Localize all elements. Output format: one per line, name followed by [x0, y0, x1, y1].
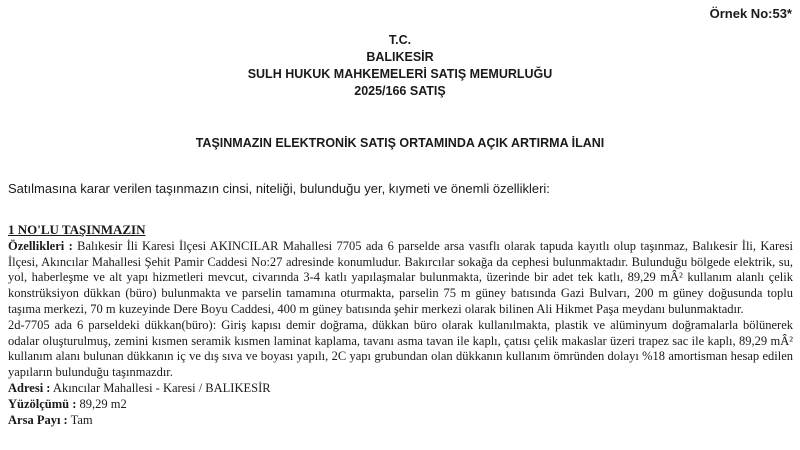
shop-detail-paragraph: 2d-7705 ada 6 parseldeki dükkan(büro): Giriş kapısı demir doğrama, dükkan büro olarak kullanılmakta, plastik ve alüminyum doğramalarla bölünerek odalar oluşturulmuş, zemini kısmen seramik kısmen laminat kaplama, tavanı asma tavan ile kaplı, çatısı çelik makaslar üzeri trapez sac ile kaplı, 89,29 mÂ² kullanım alanı bulunan dükkanın iç ve dış sıva ve boyası yapılı, 2C yapı grubundan olan dükkanın kullanım ömründen dolayı %18 amortisman hesap edilen yapıların bulunduğu taşınmazdır. [8, 317, 793, 380]
properties-label: Özellikleri : [8, 238, 73, 253]
section-title: 1 NO'LU TAŞINMAZIN [8, 222, 146, 237]
header-line-city: BALIKESİR [366, 50, 434, 64]
area-label: Yüzölçümü : [8, 396, 77, 411]
address-value: Akıncılar Mahallesi - Karesi / BALIKESİR [52, 380, 271, 395]
header-line-tc: T.C. [388, 33, 412, 47]
land-share-value: Tam [70, 412, 93, 427]
address-field [8, 381, 793, 397]
header-line-case-number: 2025/166 SATIŞ [354, 84, 446, 98]
sample-number: Örnek No:53* [709, 6, 792, 21]
header-line-office: SULH HUKUK MAHKEMELERİ SATIŞ MEMURLUĞU [247, 67, 553, 81]
properties-text: Balıkesir İli Karesi İlçesi AKINCILAR Mahallesi 7705 ada 6 parselde arsa vasıflı olarak tapuda kayıtlı olup taşınmaz, Balıkesir İli, Karesi İlçesi, Akıncılar Mahallesi Şehit Pamir Caddesi No:27 adresinde konumludur. Bakırcılar sokağa da cephesi bulunmaktadır. Bulunduğu bölgede elektrik, su, yol, haberleşme ve alt yapı hizmetleri mevcut, civarında 3-4 katlı yapılaşmalar bulunmakta, üzerinde bir adet tek katlı, 89,29 mÂ² kullanım alanlı çelik konstrüksiyon dükkan (büro) bulunmakta ve parselin tamamına oturmakta, parselin 75 m güney batısında Gazi Bulvarı, 200 m güney doğusunda toplu taşıma merkezi, 70 m kuzeyinde Dere Boyu Caddesi, 400 m güney batısında şehir merkezi olarak bilinen Ali Hikmet Paşa meydanı bulunmaktadır. [8, 238, 793, 316]
document-header [0, 32, 800, 100]
address-label: Adresi : [8, 380, 51, 395]
area-value: 89,29 m2 [79, 396, 127, 411]
intro-text: Satılmasına karar verilen taşınmazın cinsi, niteliği, bulunduğu yer, kıymeti ve önemli özellikleri: [8, 181, 550, 196]
document-title: TAŞINMAZIN ELEKTRONİK SATIŞ ORTAMINDA AÇIK ARTIRMA İLANI [195, 136, 605, 150]
land-share-field [8, 413, 793, 429]
property-section [8, 222, 793, 428]
properties-paragraph [8, 239, 793, 318]
land-share-label: Arsa Payı : [8, 412, 68, 427]
area-field [8, 397, 793, 413]
